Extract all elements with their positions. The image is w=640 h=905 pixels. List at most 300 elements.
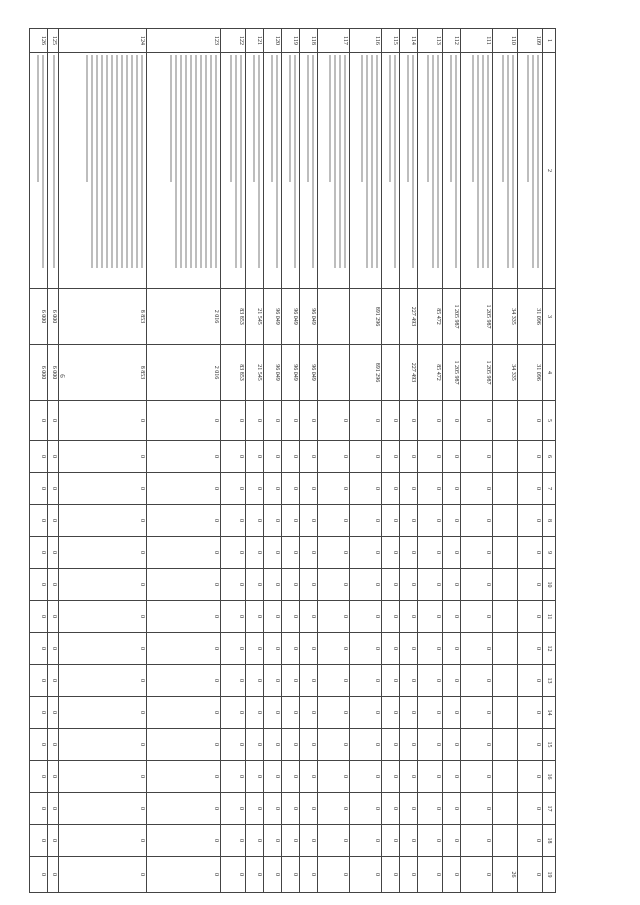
value-cell: 0 [382,825,400,857]
illegible-text-line [527,55,529,182]
illegible-text-line [344,55,346,268]
value-cell: 0 [48,729,59,761]
value-cell: 0 [461,857,493,893]
illegible-text-line [96,55,98,268]
value-cell: 0 [59,761,147,793]
value-cell: 0 [418,761,443,793]
value-cell: 0 [382,505,400,537]
table-row [221,29,246,893]
value-cell: 0 [443,665,461,697]
value-cell: 0 [147,601,221,633]
value-cell: 0 [264,505,282,537]
illegible-text-line [502,55,504,182]
value-cell: 0 [246,569,264,601]
row-number: 114 [400,29,418,53]
value-cell: 0 [443,569,461,601]
value-cell: 31 096 [518,289,543,345]
value-cell: 0 [318,665,350,697]
row-description [493,53,518,289]
value-cell: 0 [59,665,147,697]
value-cell: 0 [350,473,382,505]
illegible-text-line [339,55,341,268]
illegible-text-line [141,55,143,268]
illegible-text-line [116,55,118,268]
value-cell: 0 [318,825,350,857]
value-cell: 8 853 [59,345,147,401]
value-cell: 0 [400,633,418,665]
value-cell: 0 [300,505,318,537]
column-header: 16 [543,761,556,793]
column-header: 2 [543,53,556,289]
table-row [264,29,282,893]
value-cell: 0 [264,441,282,473]
illegible-text-line [235,55,237,268]
value-cell: 83 853 [221,289,246,345]
value-cell [493,825,518,857]
value-cell: 0 [221,761,246,793]
value-cell: 0 [418,601,443,633]
illegible-text-line [487,55,489,268]
value-cell: 0 [246,473,264,505]
illegible-text-line [294,55,296,268]
value-cell: 6 000 [30,289,48,345]
table-row [30,29,48,893]
value-cell: 0 [300,697,318,729]
illegible-text-line [407,55,409,182]
value-cell: 0 [318,697,350,729]
value-cell: 0 [282,793,300,825]
value-cell: 0 [30,793,48,825]
value-cell: 0 [400,569,418,601]
value-cell: 0 [59,857,147,893]
value-cell: 0 [264,761,282,793]
table-row [443,29,461,893]
value-cell: 0 [318,569,350,601]
value-cell: 0 [264,825,282,857]
value-cell: 0 [30,401,48,441]
value-cell: 0 [300,665,318,697]
value-cell: 0 [48,633,59,665]
value-cell: 0 [48,857,59,893]
row-number: 119 [282,29,300,53]
value-cell: 0 [59,793,147,825]
value-cell: 0 [400,473,418,505]
value-cell: 34 335 [493,345,518,401]
value-cell: 0 [382,601,400,633]
value-cell: 0 [282,857,300,893]
header-row [543,29,556,893]
value-cell: 0 [48,825,59,857]
value-cell: 0 [461,473,493,505]
illegible-text-line [389,55,391,182]
table-row [59,29,147,893]
value-cell [493,633,518,665]
value-cell: 0 [318,505,350,537]
illegible-text-line [91,55,93,268]
value-cell: 0 [443,761,461,793]
value-cell: 83 853 [221,345,246,401]
value-cell: 0 [221,473,246,505]
value-cell: 0 [350,633,382,665]
illegible-text-line [512,55,514,268]
rotated-table-area [40,28,556,888]
illegible-text-line [53,55,55,268]
value-cell: 0 [221,697,246,729]
value-cell: 0 [518,761,543,793]
value-cell: 0 [221,569,246,601]
value-cell: 6 000 [30,345,48,401]
column-header: 14 [543,697,556,729]
value-cell: 1 205 987 [461,289,493,345]
value-cell: 0 [350,761,382,793]
column-header: 3 [543,289,556,345]
table-body [30,29,543,893]
value-cell: 0 [382,569,400,601]
value-cell: 0 [518,825,543,857]
value-cell: 0 [30,633,48,665]
row-description [147,53,221,289]
illegible-text-line [86,55,88,182]
value-cell: 0 [300,473,318,505]
table-row [147,29,221,893]
value-cell: 0 [300,825,318,857]
value-cell: 0 [30,857,48,893]
value-cell: 0 [461,825,493,857]
value-cell: 0 [400,825,418,857]
value-cell: 0 [59,473,147,505]
illegible-text-line [437,55,439,268]
illegible-text-line [532,55,534,268]
table-row [418,29,443,893]
value-cell: 0 [418,569,443,601]
value-cell: 0 [461,601,493,633]
value-cell: 0 [382,441,400,473]
illegible-text-line [312,55,314,268]
value-cell: 0 [400,857,418,893]
value-cell: 0 [30,825,48,857]
column-header: 6 [543,441,556,473]
value-cell: 0 [418,665,443,697]
row-number: 109 [518,29,543,53]
row-description [300,53,318,289]
value-cell: 0 [318,793,350,825]
value-cell: 0 [382,401,400,441]
value-cell: 0 [418,793,443,825]
value-cell: 0 [282,825,300,857]
value-cell: 0 [246,729,264,761]
illegible-text-line [412,55,414,268]
value-cell: 0 [221,505,246,537]
row-description [48,53,59,289]
illegible-text-line [170,55,172,182]
value-cell: 0 [518,793,543,825]
illegible-text-line [289,55,291,182]
value-cell: 0 [147,857,221,893]
value-cell: 0 [461,441,493,473]
value-cell [493,505,518,537]
illegible-text-line [205,55,207,268]
value-cell: 0 [147,729,221,761]
value-cell: 0 [282,633,300,665]
value-cell: 0 [443,537,461,569]
illegible-text-line [121,55,123,268]
value-cell: 0 [418,441,443,473]
value-cell: 0 [147,569,221,601]
column-header: 7 [543,473,556,505]
value-cell: 0 [382,697,400,729]
illegible-text-line [185,55,187,268]
table-row [48,29,59,893]
value-cell: 0 [443,729,461,761]
value-cell: 0 [30,761,48,793]
value-cell: 0 [48,697,59,729]
value-cell: 31 096 [518,345,543,401]
column-header: 4 [543,345,556,401]
value-cell: 0 [382,793,400,825]
value-cell: 34 335 [493,289,518,345]
value-cell: 0 [264,569,282,601]
value-cell: 0 [246,401,264,441]
value-cell [493,601,518,633]
column-header: 10 [543,569,556,601]
value-cell: 0 [318,537,350,569]
illegible-text-line [537,55,539,268]
value-cell: 0 [418,825,443,857]
value-cell: 96 049 [300,345,318,401]
value-cell: 85 472 [418,289,443,345]
value-cell: 0 [30,697,48,729]
value-cell: 0 [518,537,543,569]
row-description [400,53,418,289]
value-cell: 0 [59,601,147,633]
value-cell: 0 [282,401,300,441]
row-description [30,53,48,289]
value-cell: 0 [147,505,221,537]
value-cell: 0 [246,505,264,537]
value-cell: 96 049 [264,345,282,401]
column-header: 1 [543,29,556,53]
value-cell: 0 [300,729,318,761]
value-cell: 0 [264,729,282,761]
row-description [318,53,350,289]
value-cell: 0 [518,569,543,601]
value-cell: 0 [318,633,350,665]
row-description [246,53,264,289]
value-cell: 0 [147,825,221,857]
value-cell: 0 [48,569,59,601]
value-cell: 0 [282,665,300,697]
value-cell: 0 [264,857,282,893]
value-cell: 0 [350,505,382,537]
illegible-text-line [230,55,232,182]
value-cell: 0 [246,601,264,633]
value-cell: 0 [350,697,382,729]
value-cell [493,697,518,729]
value-cell: 1 205 987 [443,289,461,345]
column-header: 15 [543,729,556,761]
column-header: 9 [543,537,556,569]
illegible-text-line [240,55,242,268]
illegible-text-line [450,55,452,182]
illegible-text-line [507,55,509,268]
illegible-text-line [111,55,113,268]
value-cell: 0 [59,537,147,569]
value-cell: 96 049 [264,289,282,345]
table-row [382,29,400,893]
value-cell [493,729,518,761]
value-cell: 2 016 [147,345,221,401]
value-cell: 0 [246,441,264,473]
value-cell: 0 [350,569,382,601]
row-number: 120 [264,29,282,53]
value-cell: 0 [318,857,350,893]
value-cell: 227 493 [400,345,418,401]
illegible-text-line [271,55,273,182]
value-cell: 0 [221,857,246,893]
value-cell: 0 [461,505,493,537]
value-cell: 0 [264,601,282,633]
value-cell: 0 [318,473,350,505]
value-cell: 0 [300,633,318,665]
value-cell: 0 [418,505,443,537]
value-cell: 0 [282,697,300,729]
value-cell: 0 [221,729,246,761]
row-number: 113 [418,29,443,53]
illegible-text-line [427,55,429,182]
value-cell: 1 205 987 [443,345,461,401]
illegible-text-line [131,55,133,268]
illegible-text-line [482,55,484,268]
row-description [518,53,543,289]
column-header: 13 [543,665,556,697]
value-cell: 0 [59,729,147,761]
value-cell: 0 [443,505,461,537]
illegible-text-line [210,55,212,268]
illegible-text-line [394,55,396,268]
value-cell: 0 [518,729,543,761]
value-cell: 0 [418,473,443,505]
value-cell: 0 [59,505,147,537]
illegible-text-line [334,55,336,268]
value-cell: 0 [48,537,59,569]
value-cell: 0 [264,473,282,505]
value-cell: 0 [443,825,461,857]
value-cell [493,793,518,825]
value-cell: 0 [30,441,48,473]
value-cell: 0 [350,441,382,473]
illegible-text-line [371,55,373,268]
value-cell: 0 [264,697,282,729]
illegible-text-line [136,55,138,268]
value-cell: 0 [59,569,147,601]
table-row [246,29,264,893]
value-cell: 0 [48,401,59,441]
row-number: 125 [48,29,59,53]
value-cell: 6 000 [48,345,59,401]
value-cell: 0 [350,601,382,633]
value-cell: 0 [59,697,147,729]
value-cell: 0 [418,633,443,665]
value-cell: 6 000 [48,289,59,345]
value-cell: 0 [221,601,246,633]
illegible-text-line [195,55,197,268]
value-cell: 0 [59,825,147,857]
value-cell: 0 [147,761,221,793]
value-cell [493,761,518,793]
row-number: 121 [246,29,264,53]
illegible-text-line [307,55,309,182]
value-cell: 0 [282,569,300,601]
row-description [461,53,493,289]
column-header: 19 [543,857,556,893]
illegible-text-line [200,55,202,268]
value-cell: 0 [382,473,400,505]
value-cell: 0 [318,441,350,473]
table-row [400,29,418,893]
value-cell: 0 [382,761,400,793]
value-cell: 96 049 [282,289,300,345]
illegible-text-line [106,55,108,268]
row-description [443,53,461,289]
value-cell: 0 [518,401,543,441]
value-cell: 0 [518,633,543,665]
value-cell [318,345,350,401]
value-cell: 0 [400,793,418,825]
value-cell: 0 [221,793,246,825]
value-cell: 0 [264,633,282,665]
value-cell: 227 493 [400,289,418,345]
value-cell: 0 [221,665,246,697]
row-number: 117 [318,29,350,53]
illegible-text-line [361,55,363,182]
value-cell: 0 [59,441,147,473]
value-cell: 0 [282,601,300,633]
illegible-text-line [126,55,128,268]
value-cell: 0 [518,505,543,537]
illegible-text-line [376,55,378,268]
value-cell: 0 [282,505,300,537]
illegible-text-line [455,55,457,268]
row-description [221,53,246,289]
value-cell: 0 [300,793,318,825]
column-header: 18 [543,825,556,857]
illegible-text-line [190,55,192,268]
illegible-text-line [215,55,217,268]
value-cell: 0 [48,665,59,697]
value-cell: 0 [518,473,543,505]
table-row [282,29,300,893]
value-cell: 21 545 [246,289,264,345]
value-cell: 0 [350,729,382,761]
value-cell: 0 [246,825,264,857]
value-cell: 0 [59,633,147,665]
row-description [382,53,400,289]
value-cell: 0 [461,729,493,761]
value-cell: 0 [264,537,282,569]
value-cell: 0 [318,401,350,441]
value-cell: 0 [30,569,48,601]
value-cell: 0 [418,857,443,893]
value-cell: 0 [443,601,461,633]
value-cell: 0 [48,441,59,473]
value-cell: 0 [400,537,418,569]
value-cell: 0 [400,441,418,473]
value-cell: 0 [282,441,300,473]
column-header: 17 [543,793,556,825]
illegible-text-line [329,55,331,182]
column-header: 5 [543,401,556,441]
value-cell: 0 [400,697,418,729]
